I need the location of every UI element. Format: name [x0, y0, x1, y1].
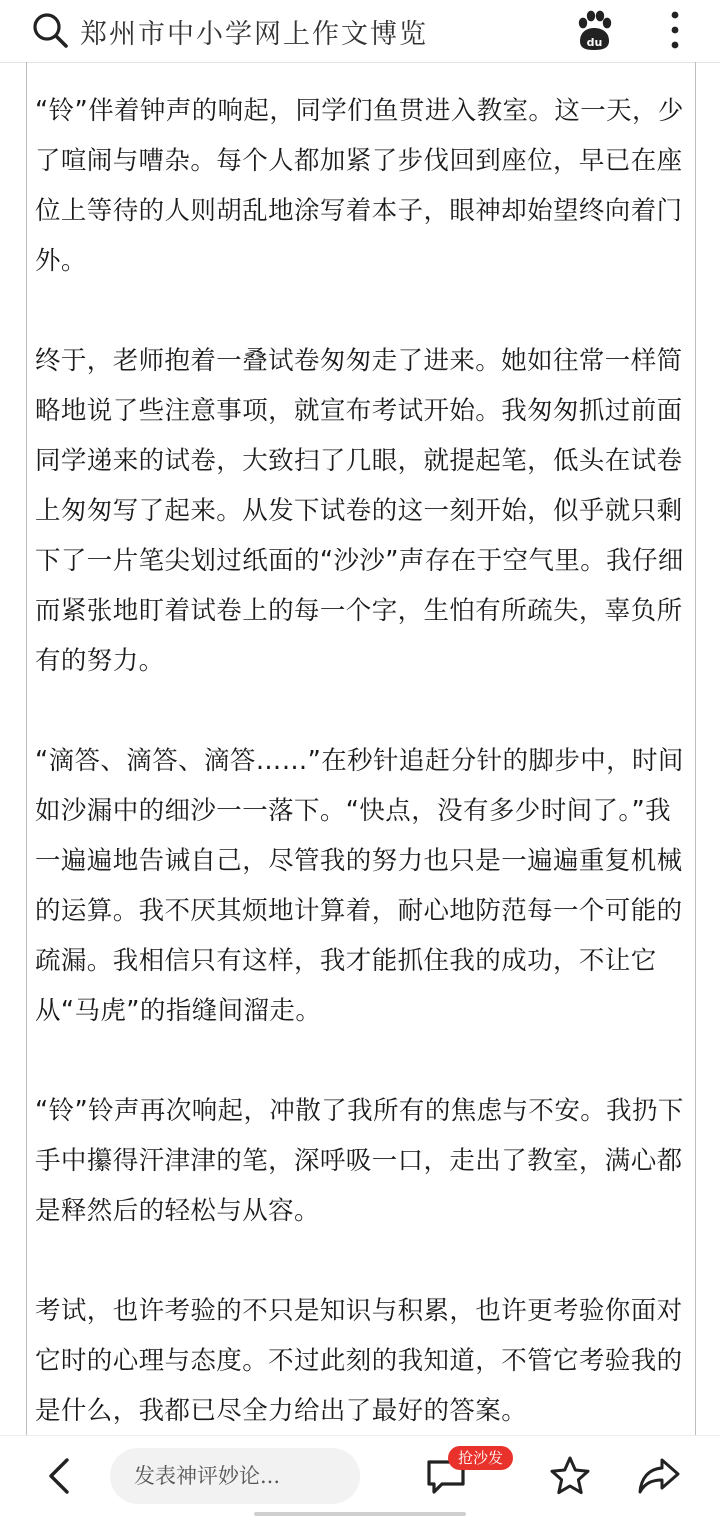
top-bar [0, 0, 720, 63]
article-paragraph: 考试，也许考验的不只是知识与积累，也许更考验你面对它时的心理与态度。不过此刻的我知道，不管它考验我的是什么，我都已尽全力给出了最好的答案。 [35, 1296, 683, 1426]
article-paragraph: “滴答、滴答、滴答……”在秒针追赶分针的脚步中，时间如沙漏中的细沙一一落下。“快点，没有多少时间了。”我一遍遍地告诫自己，尽管我的努力也只是一遍遍重复机械的运算。我不厌其烦地计算着，耐心地防范每一个可能的疏漏。我相信只有这样，我才能抓住我的成功，不让它从“马虎”的指缝间溜走。 [35, 746, 684, 1026]
article-paragraph: 终于，老师抱着一叠试卷匆匆走了进来。她如往常一样简略地说了些注意事项，就宣布考试开始。我匆匆抓过前面同学递来的试卷，大致扫了几眼，就提起笔，低头在试卷上匆匆写了起来。从发下试卷的这一刻开始，似乎就只剩下了一片笔尖划过纸面的“沙沙”声存在于空气里。我仔细而紧张地盯着试卷上的每一个字，生怕有所疏失，辜负所有的努力。 [35, 346, 684, 676]
paw-label: du [586, 36, 603, 49]
article-frame [26, 62, 696, 1435]
share-icon[interactable] [636, 1454, 682, 1498]
search-icon[interactable] [30, 10, 70, 50]
star-icon[interactable] [548, 1454, 592, 1498]
sofa-badge[interactable]: 抢沙发 [448, 1446, 513, 1470]
more-vertical-icon[interactable] [660, 6, 690, 54]
site-title[interactable]: 郑州市中小学网上作文博览 [80, 19, 428, 50]
home-indicator [254, 1512, 466, 1516]
article-body [35, 86, 689, 1486]
article-paragraph: “铃”伴着钟声的响起，同学们鱼贯进入教室。这一天，少了喧闹与嘈杂。每个人都加紧了步伐回到座位，早已在座位上等待的人则胡乱地涂写着本子，眼神却始望终向着门外。 [35, 96, 684, 276]
comment-input[interactable]: 发表神评妙论... [110, 1448, 360, 1504]
baidu-paw-icon[interactable] [574, 8, 614, 52]
chevron-left-icon[interactable] [40, 1454, 80, 1498]
article-paragraph: “铃”铃声再次响起，冲散了我所有的焦虑与不安。我扔下手中攥得汗津津的笔，深呼吸一口，走出了教室，满心都是释然后的轻松与从容。 [35, 1096, 684, 1226]
bottom-bar [0, 1435, 720, 1518]
